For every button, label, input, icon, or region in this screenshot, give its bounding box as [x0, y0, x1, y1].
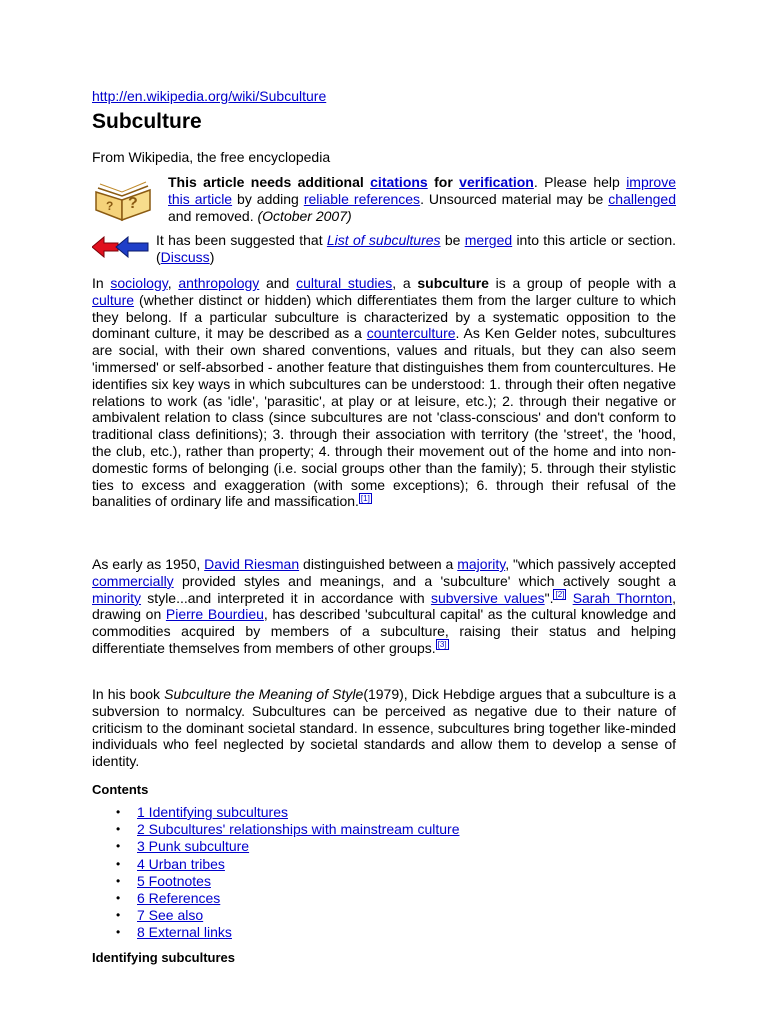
citations-notice-text: This article needs additional citations for verification. Please help improve this article by adding reliable references. Unsourced material may be challenged and removed. (October 2007)	[168, 174, 677, 224]
cultural-studies-link[interactable]: cultural studies	[296, 275, 393, 291]
pierre-bourdieu-link[interactable]: Pierre Bourdieu	[165, 606, 264, 623]
bullet-icon: •	[116, 822, 121, 837]
merge-notice-text: It has been suggested that List of subcultures be merged into this article or section. (Discuss)	[156, 232, 676, 265]
toc-link[interactable]: 8 External links	[137, 924, 232, 941]
toc-link[interactable]: 7 See also	[137, 907, 204, 924]
toc-link[interactable]: 5 Footnotes	[137, 872, 211, 889]
david-riesman-link[interactable]: David Riesman	[204, 556, 300, 572]
majority-link[interactable]: majority	[457, 556, 506, 572]
svg-text:?: ?	[106, 199, 114, 213]
verification-link[interactable]: verification	[459, 174, 534, 190]
toc-link[interactable]: 2 Subcultures' relationships with mainstream culture	[137, 821, 460, 838]
footnote-3-link[interactable]: [3]	[437, 640, 447, 650]
sociology-link[interactable]: sociology	[110, 275, 168, 291]
book-question-icon	[92, 178, 154, 222]
section-heading: Identifying subcultures	[92, 950, 236, 965]
bullet-icon: •	[116, 839, 121, 854]
toc-link[interactable]: 1 Identifying subcultures	[137, 804, 288, 820]
bullet-icon: •	[116, 908, 121, 923]
anthropology-link[interactable]: anthropology	[178, 275, 260, 291]
svg-text:?: ?	[128, 195, 138, 212]
toc-item	[114, 821, 460, 838]
toc-item	[114, 856, 460, 873]
riesman-paragraph: As early as 1950, David Riesman distinguished between a majority, "which passively accepted commercially provided styles and meanings, and a 'subculture' which actively sought a minority style...and interpreted it in accordance with subversive values". [2] Sarah Thornton, drawing on Pierre Bourdieu, has described 'subcultural capital' as the cultural knowledge and commodities acquired by members of a subculture, raising their status and helping differentiate themselves from members of other groups. [3]	[92, 556, 677, 656]
reliable-references-link[interactable]: reliable references	[303, 190, 421, 207]
list-of-subcultures-link[interactable]: List of subcultures	[326, 232, 441, 248]
discuss-link[interactable]: Discuss	[160, 248, 210, 265]
bullet-icon: •	[116, 856, 121, 871]
footnote-1-link[interactable]: [1]	[360, 493, 370, 503]
toc-link[interactable]: 3 Punk subculture	[137, 838, 250, 855]
sarah-thornton-link[interactable]: Sarah Thornton	[572, 589, 673, 606]
toc-item	[114, 907, 460, 924]
commercially-link[interactable]: commercially	[92, 572, 174, 589]
bullet-icon: •	[116, 891, 121, 906]
toc-link[interactable]: 4 Urban tribes	[137, 855, 225, 872]
intro-paragraph: In sociology, anthropology and cultural studies, a subculture is a group of people with a culture (whether distinct or hidden) which differentiates them from the larger culture to which they belong. If a particular subculture is characterized by a systematic opposition to the dominant culture, it may be described as a counterculture. As Ken Gelder notes, subcultures are social, with their own shared conventions, values and rituals, but they can also seem 'immersed' or self-absorbed - another feature that distinguishes them from countercultures. He identifies six key ways in which subcultures can be understood: 1. through their often negative relations to work (as 'idle', 'parasitic', at play or at leisure, etc.); 2. through their negative or ambivalent relation to class (since subcultures are not 'class-conscious' and don't conform to traditional class definitions); 3. through their association with territory (the 'street', the 'hood, the club, etc.), rather than property; 4. through their movement out of the home and into non-domestic forms of belonging (i.e. social groups other than the family); 5. through their stylistic ties to excess and exaggeration (with some exceptions); 6. through their refusal of the banalities of ordinary life and massification. [1]	[92, 275, 676, 510]
citations-link[interactable]: citations	[370, 174, 428, 190]
notice-date: (October 2007)	[257, 207, 352, 224]
challenged-link[interactable]: challenged	[608, 190, 677, 207]
source-url-link[interactable]: http://en.wikipedia.org/wiki/Subculture	[92, 88, 327, 104]
toc-item	[114, 890, 460, 907]
toc-item	[114, 924, 460, 941]
merge-notice	[92, 232, 676, 270]
toc-item	[114, 873, 460, 890]
hebdige-paragraph: In his book Subculture the Meaning of Style(1979), Dick Hebdige argues that a subculture is a subversion to normalcy. Subcultures can be perceived as negative due to their nature of criticism to the dominant societal standard. In essence, subcultures bring together like-minded individuals who feel neglected by societal standards and allow them to develop a sense of identity.	[92, 686, 677, 770]
subversive-values-link[interactable]: subversive values	[430, 589, 545, 606]
merge-arrows-icon	[92, 236, 150, 258]
culture-link[interactable]: culture	[92, 291, 135, 308]
toc-item	[114, 838, 460, 855]
footnote-2-link[interactable]: [2]	[555, 589, 565, 599]
bullet-icon: •	[116, 873, 121, 888]
bullet-icon: •	[116, 805, 121, 819]
minority-link[interactable]: minority	[92, 589, 142, 606]
bullet-icon: •	[116, 925, 121, 940]
toc-item	[114, 804, 460, 821]
merged-link[interactable]: merged	[464, 232, 513, 248]
table-of-contents	[114, 804, 460, 942]
counterculture-link[interactable]: counterculture	[366, 325, 456, 342]
tagline: From Wikipedia, the free encyclopedia	[92, 149, 331, 165]
citations-notice	[92, 174, 676, 230]
toc-link[interactable]: 6 References	[137, 890, 221, 907]
improve-article-link[interactable]: improve this article	[168, 174, 676, 207]
page-title: Subculture	[92, 110, 202, 133]
contents-heading: Contents	[92, 782, 149, 797]
